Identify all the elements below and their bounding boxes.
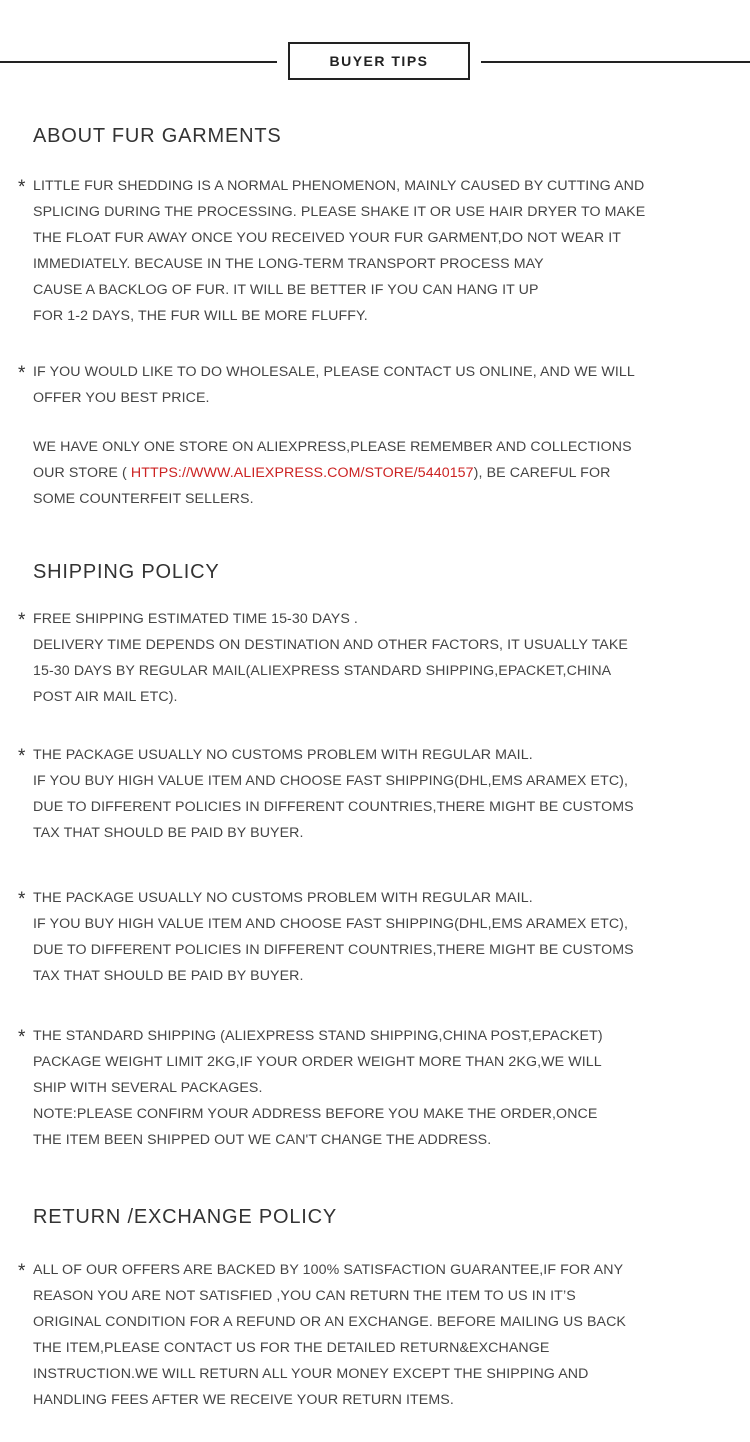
section-title-shipping: SHIPPING POLICY [33, 561, 220, 583]
bullet-star: * [18, 1261, 26, 1282]
bullet-star: * [18, 1027, 26, 1048]
fur-paragraph-3 [33, 434, 723, 512]
header-title: BUYER TIPS [288, 42, 470, 80]
bullet-star: * [18, 610, 26, 631]
store-link[interactable]: HTTPS://WWW.ALIEXPRESS.COM/STORE/5440157 [130, 465, 474, 481]
store-text-a: WE HAVE ONLY ONE STORE ON ALIEXPRESS,PLEASE REMEMBER AND COLLECTIONS OUR STORE ( [33, 439, 632, 481]
store-text-b: ), BE CAREFUL FOR SOME COUNTERFEIT SELLERS. [33, 465, 611, 507]
shipping-paragraph-4: THE STANDARD SHIPPING (ALIEXPRESS STAND SHIPPING,CHINA POST,EPACKET) PACKAGE WEIGHT LIMIT 2KG,IF YOUR ORDER WEIGHT MORE THAN 2KG,WE WILL SHIP WITH SEVERAL PACKAGES. NOTE:PLEASE CONFIRM YOUR ADDRESS BEFORE YOU MAKE THE ORDER,ONCE THE ITEM BEEN SHIPPED OUT WE CAN'T CHANGE THE ADDRESS. [33, 1028, 603, 1148]
fur-paragraph-1: LITTLE FUR SHEDDING IS A NORMAL PHENOMENON, MAINLY CAUSED BY CUTTING AND SPLICING DURING THE PROCESSING. PLEASE SHAKE IT OR USE HAIR DRYER TO MAKE THE FLOAT FUR AWAY ONCE YOU RECEIVED YOUR FUR GARMENT,DO NOT WEAR IT IMMEDIATELY. BECAUSE IN THE LONG-TERM TRANSPORT PROCESS MAY CAUSE A BACKLOG OF FUR. IT WILL BE BETTER IF YOU CAN HANG IT UP FOR 1-2 DAYS, THE FUR WILL BE MORE FLUFFY. [33, 178, 646, 324]
bullet-star: * [18, 889, 26, 910]
section-title-returns: RETURN /EXCHANGE POLICY [33, 1206, 338, 1228]
returns-paragraph-1: ALL OF OUR OFFERS ARE BACKED BY 100% SATISFACTION GUARANTEE,IF FOR ANY REASON YOU ARE NOT SATISFIED ,YOU CAN RETURN THE ITEM TO US IN IT’S ORIGINAL CONDITION FOR A REFUND OR AN EXCHANGE. BEFORE MAILING US BACK THE ITEM,PLEASE CONTACT US FOR THE DETAILED RETURN&EXCHANGE INSTRUCTION.WE WILL RETURN ALL YOUR MONEY EXCEPT THE SHIPPING AND HANDLING FEES AFTER WE RECEIVE YOUR RETURN ITEMS. [33, 1262, 626, 1408]
bullet-star: * [18, 363, 26, 384]
shipping-paragraph-2: THE PACKAGE USUALLY NO CUSTOMS PROBLEM WITH REGULAR MAIL. IF YOU BUY HIGH VALUE ITEM AND CHOOSE FAST SHIPPING(DHL,EMS ARAMEX ETC), DUE TO DIFFERENT POLICIES IN DIFFERENT COUNTRIES,THERE MIGHT BE CUSTOMS TAX THAT SHOULD BE PAID BY BUYER. [33, 747, 634, 841]
bullet-star: * [18, 177, 26, 198]
header-line-right [481, 61, 750, 63]
bullet-star: * [18, 746, 26, 767]
header-line-left [0, 61, 277, 63]
buyer-tips-header [0, 42, 750, 80]
section-title-fur: ABOUT FUR GARMENTS [33, 125, 282, 147]
fur-paragraph-2: IF YOU WOULD LIKE TO DO WHOLESALE, PLEASE CONTACT US ONLINE, AND WE WILL OFFER YOU BEST PRICE. [33, 364, 635, 406]
shipping-paragraph-1: FREE SHIPPING ESTIMATED TIME 15-30 DAYS . DELIVERY TIME DEPENDS ON DESTINATION AND OTHER FACTORS, IT USUALLY TAKE 15-30 DAYS BY REGULAR MAIL(ALIEXPRESS STANDARD SHIPPING,EPACKET,CHINA POST AIR MAIL ETC). [33, 611, 628, 705]
shipping-paragraph-3: THE PACKAGE USUALLY NO CUSTOMS PROBLEM WITH REGULAR MAIL. IF YOU BUY HIGH VALUE ITEM AND CHOOSE FAST SHIPPING(DHL,EMS ARAMEX ETC), DUE TO DIFFERENT POLICIES IN DIFFERENT COUNTRIES,THERE MIGHT BE CUSTOMS TAX THAT SHOULD BE PAID BY BUYER. [33, 890, 634, 984]
